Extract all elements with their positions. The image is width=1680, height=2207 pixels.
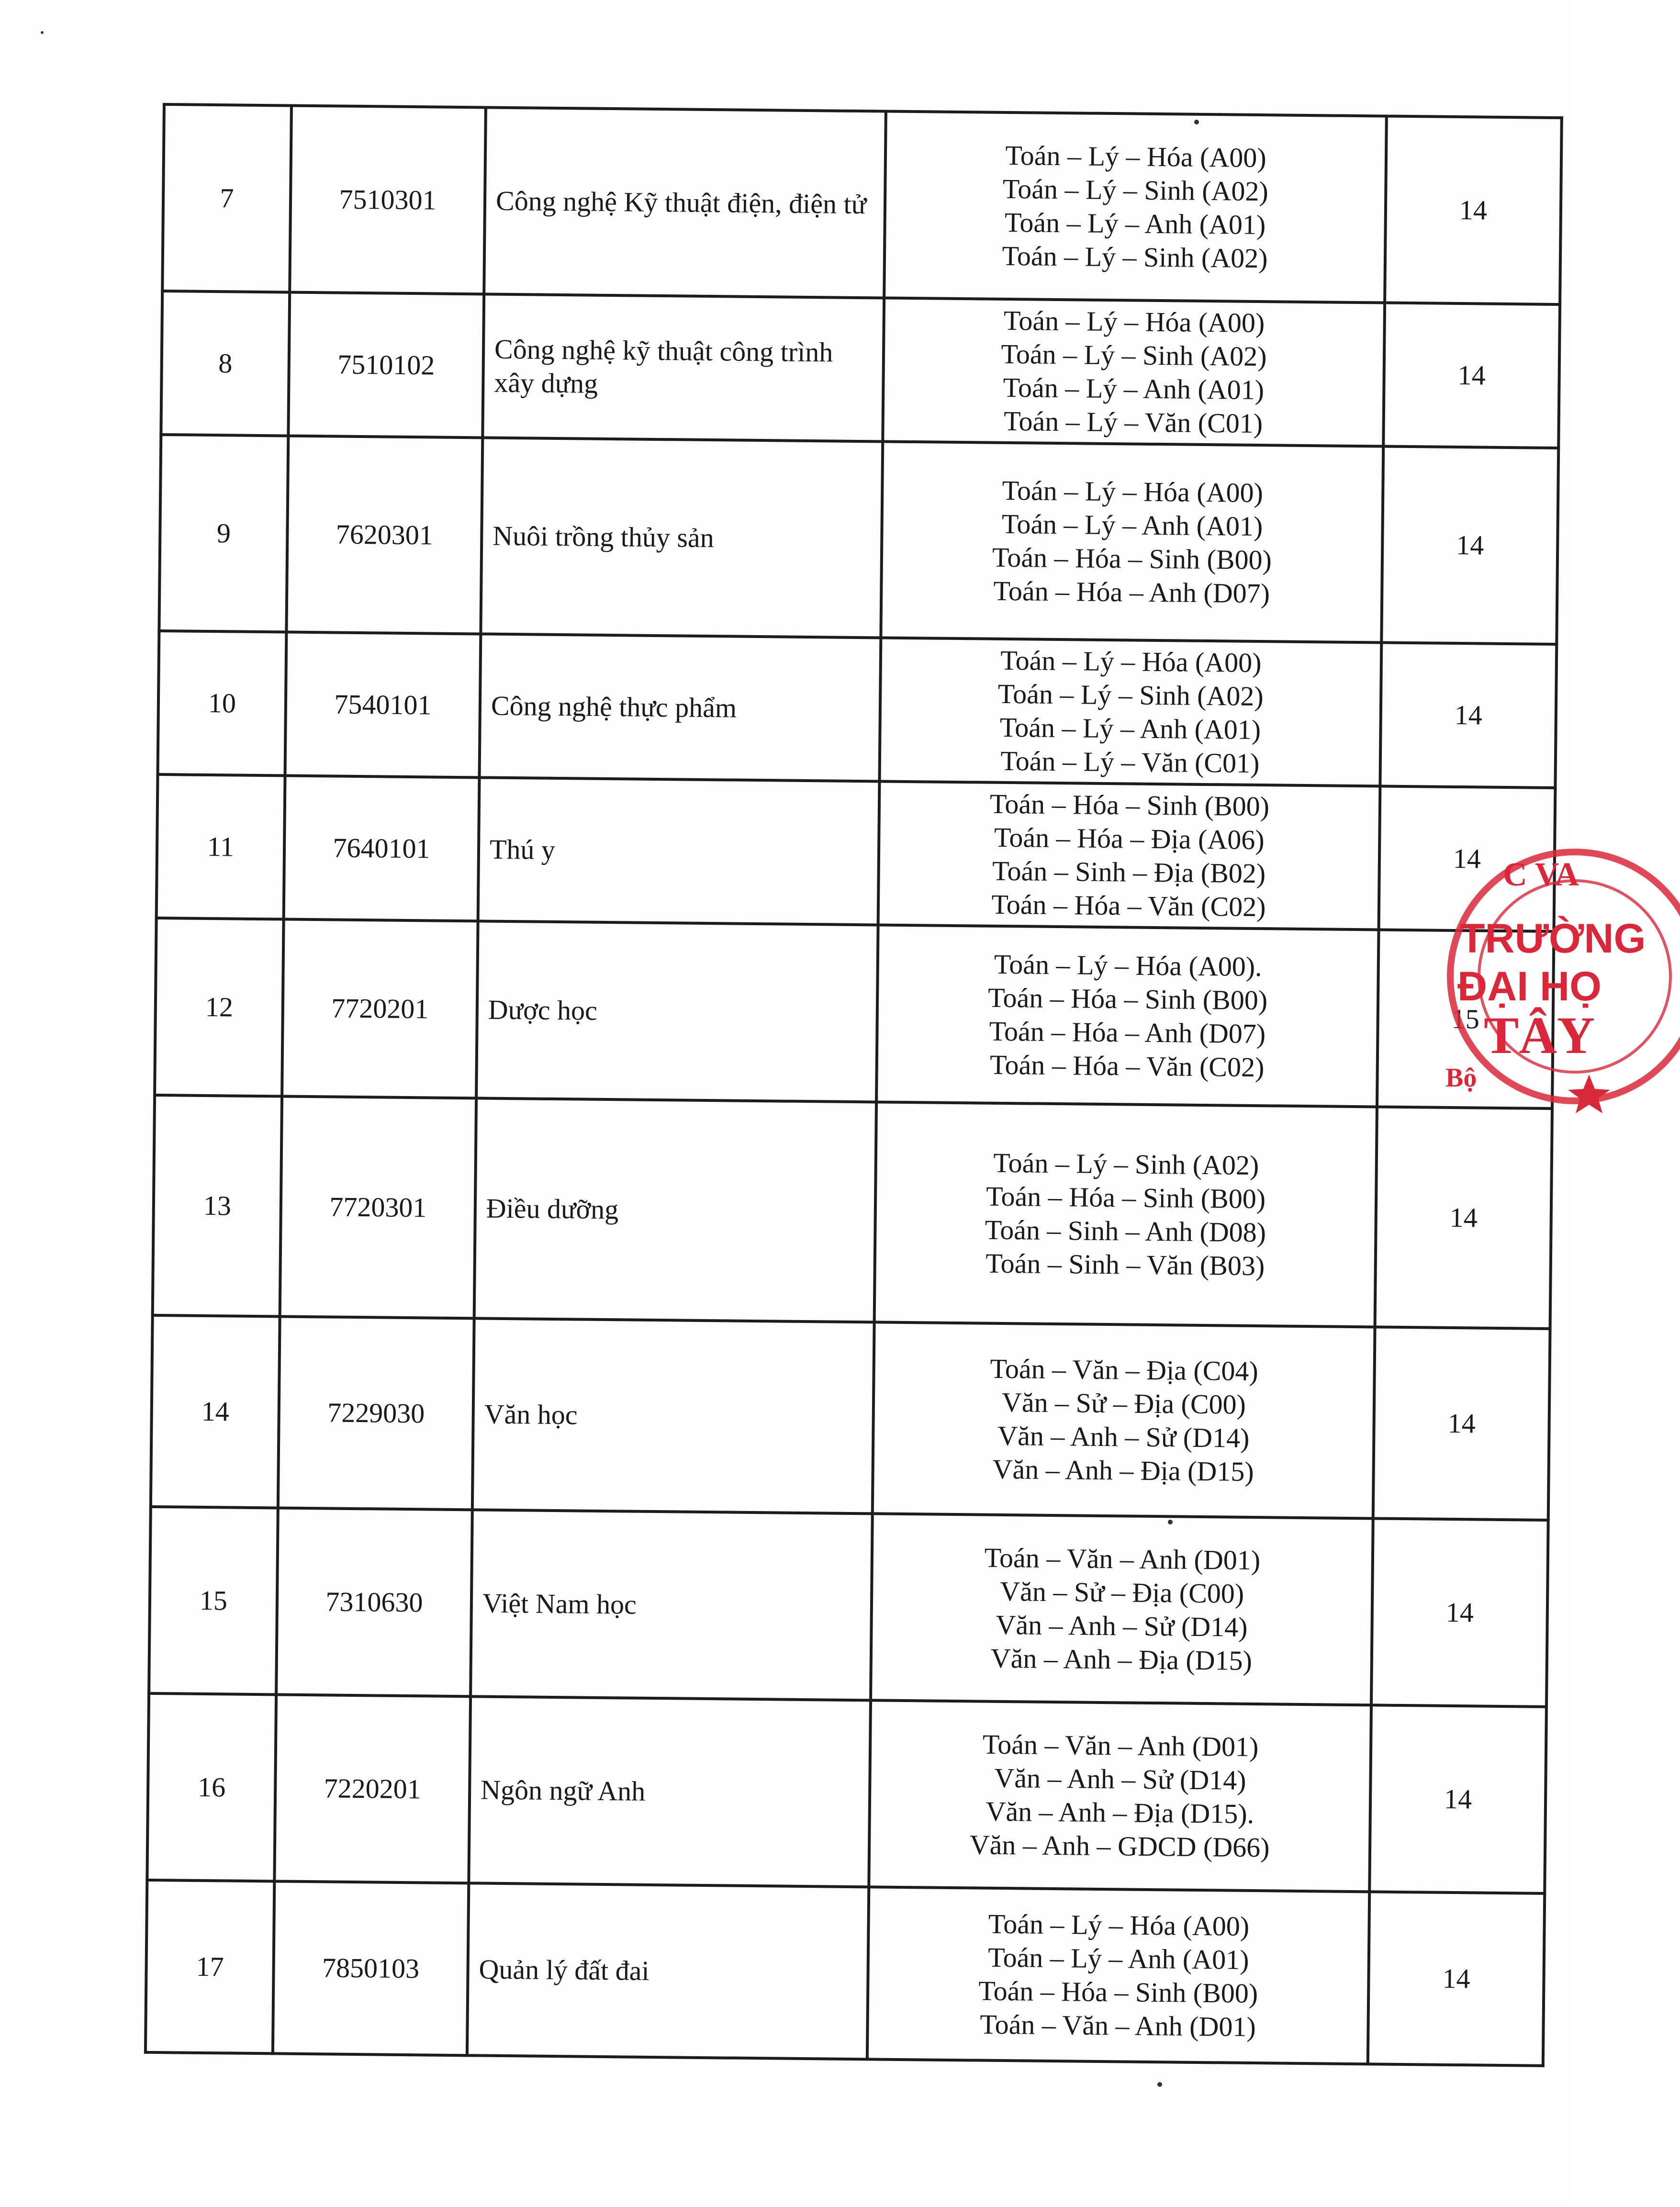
- scan-speck: [1168, 1520, 1173, 1524]
- row-number: 10: [158, 631, 287, 776]
- subject-combinations: [876, 925, 1379, 1107]
- seal-text-line-1: TRƯỜNG: [1460, 916, 1646, 962]
- program-code: 7640101: [284, 776, 480, 921]
- subject-combinations: [883, 298, 1385, 446]
- table-row: [146, 1880, 1545, 2066]
- program-code: 7310630: [276, 1508, 472, 1696]
- subject-combination: Văn – Sử – Địa (C00): [999, 1575, 1244, 1609]
- subject-combination: Toán – Lý – Sinh (A02): [1002, 240, 1268, 274]
- row-number: 12: [155, 918, 284, 1097]
- subject-combination: Toán – Hóa – Anh (D07): [993, 575, 1270, 609]
- subject-combination: Toán – Lý – Văn (C01): [1000, 745, 1260, 779]
- program-name: Công nghệ Kỹ thuật điện, điện tử: [484, 107, 886, 298]
- seal-star-icon: [1568, 1075, 1610, 1113]
- program-code: 7510102: [288, 292, 484, 438]
- row-number: 17: [146, 1880, 274, 2054]
- table-row: [162, 104, 1562, 304]
- program-code: 7229030: [278, 1316, 474, 1510]
- subject-combinations: [874, 1102, 1377, 1327]
- row-number: 11: [157, 774, 285, 919]
- subject-combinations: [873, 1322, 1375, 1518]
- seal-bottom-text: Bộ: [1445, 1063, 1477, 1093]
- subject-combination: Văn – Anh – Địa (D15).: [986, 1795, 1254, 1830]
- row-number: 13: [153, 1095, 282, 1317]
- subject-combination: Toán – Hóa – Sinh (B00): [989, 788, 1270, 822]
- program-code: 7850103: [273, 1881, 469, 2055]
- seal-text-line-3: TÂY: [1484, 1006, 1595, 1064]
- subject-combination: Toán – Lý – Anh (A01): [987, 1941, 1249, 1975]
- minimum-score: 14: [1369, 1705, 1546, 1893]
- program-code: 7220201: [274, 1694, 470, 1883]
- program-name: Công nghệ kỹ thuật công trình xây dựng: [482, 294, 884, 441]
- subject-combination: Toán – Lý – Anh (A01): [1004, 206, 1266, 241]
- row-number: 15: [149, 1507, 278, 1695]
- subject-combination: Văn – Sử – Địa (C00): [1001, 1386, 1246, 1420]
- subject-combination: Toán – Sinh – Văn (B03): [986, 1247, 1265, 1282]
- minimum-score: 14: [1371, 1518, 1548, 1706]
- subject-combination: Văn – Anh – Địa (D15): [990, 1642, 1253, 1676]
- minimum-score: 14: [1380, 642, 1557, 787]
- subject-combination: Văn – Anh – Sử (D14): [994, 1762, 1246, 1796]
- subject-combination: Toán – Sinh – Anh (D08): [985, 1214, 1266, 1248]
- subject-combination: Toán – Lý – Sinh (A02): [1001, 338, 1267, 372]
- subject-combination: Toán – Lý – Anh (A01): [999, 711, 1261, 746]
- subject-combinations: [871, 1513, 1373, 1705]
- minimum-score: 14: [1383, 303, 1560, 448]
- subject-combination: Toán – Sinh – Địa (B02): [992, 855, 1266, 889]
- program-code: 7510301: [290, 106, 486, 294]
- subject-combination: Toán – Lý – Anh (A01): [1001, 508, 1263, 542]
- subject-combination: Văn – Anh – GDCD (D66): [969, 1829, 1270, 1863]
- subject-combination: Toán – Hóa – Văn (C02): [989, 1049, 1265, 1083]
- program-name: Công nghệ thực phẩm: [480, 634, 881, 781]
- subject-combination: Văn – Anh – Sử (D14): [996, 1609, 1248, 1643]
- subject-combination: Toán – Lý – Hóa (A00).: [994, 948, 1262, 983]
- subject-combination: Toán – Văn – Anh (D01): [984, 1542, 1261, 1576]
- subject-combinations: [879, 638, 1381, 786]
- table-row: [161, 291, 1560, 448]
- table-row: [151, 1315, 1550, 1520]
- scan-speck: [1157, 2082, 1162, 2087]
- subject-combination: Toán – Lý – Sinh (A02): [993, 1147, 1259, 1181]
- program-name: Việt Nam học: [470, 1510, 873, 1700]
- row-number: 8: [161, 291, 290, 436]
- table-row: [155, 918, 1554, 1109]
- minimum-score: 14: [1381, 447, 1558, 644]
- subject-combination: Văn – Anh – Địa (D15): [992, 1453, 1254, 1488]
- table-row: [158, 631, 1557, 788]
- subject-combinations: [867, 1887, 1369, 2064]
- minimum-score: 14: [1385, 116, 1562, 304]
- seal-text-line-2: ĐẠI HỌ: [1457, 963, 1602, 1009]
- subject-combination: Toán – Hóa – Sinh (B00): [992, 541, 1272, 576]
- minimum-score: 14: [1373, 1327, 1550, 1520]
- table-row: [153, 1095, 1552, 1329]
- program-name: Ngôn ngữ Anh: [469, 1696, 871, 1887]
- subject-combination: Toán – Văn – Anh (D01): [982, 1728, 1259, 1763]
- table-row: [147, 1693, 1546, 1893]
- subject-combination: Toán – Lý – Hóa (A00): [1005, 139, 1266, 174]
- scan-speck: [1194, 120, 1199, 124]
- subject-combinations: [878, 781, 1380, 930]
- scan-speck: [41, 31, 44, 34]
- subject-combination: Toán – Lý – Hóa (A00): [1002, 474, 1264, 509]
- subject-combination: Toán – Hóa – Sinh (B00): [978, 1975, 1258, 2009]
- subject-combination: Văn – Anh – Sử (D14): [997, 1420, 1250, 1454]
- minimum-score: 14: [1375, 1107, 1552, 1328]
- program-name: Điều dưỡng: [474, 1098, 876, 1322]
- row-number: 14: [151, 1315, 280, 1508]
- row-number: 9: [159, 435, 288, 632]
- program-name: Quản lý đất đai: [467, 1883, 869, 2059]
- table-row: [157, 774, 1556, 931]
- subject-combination: Toán – Lý – Hóa (A00): [1000, 644, 1262, 679]
- program-code: 7540101: [285, 632, 481, 778]
- table-row: [149, 1507, 1548, 1707]
- row-number: 7: [162, 104, 291, 292]
- program-name: Văn học: [472, 1318, 874, 1513]
- subject-combination: Toán – Lý – Anh (A01): [1003, 371, 1265, 406]
- row-number: 16: [147, 1693, 276, 1882]
- subject-combination: Toán – Văn – Địa (C04): [990, 1353, 1259, 1387]
- subject-combination: Toán – Lý – Hóa (A00): [1003, 304, 1265, 339]
- program-name: Nuôi trồng thủy sản: [481, 437, 883, 638]
- subject-combination: Toán – Hóa – Anh (D07): [989, 1015, 1266, 1050]
- subject-combination: Toán – Hóa – Sinh (B00): [987, 982, 1268, 1016]
- subject-combination: Toán – Văn – Anh (D01): [980, 2008, 1256, 2043]
- program-code: 7620301: [286, 436, 482, 634]
- admissions-table: [144, 103, 1563, 2067]
- subject-combination: Toán – Hóa – Sinh (B00): [986, 1180, 1266, 1215]
- program-code: 7720301: [280, 1096, 476, 1318]
- program-name: Dược học: [476, 921, 878, 1102]
- subject-combinations: [869, 1700, 1371, 1892]
- seal-top-text: C VA: [1503, 856, 1579, 893]
- minimum-score: 14: [1379, 786, 1556, 931]
- subject-combinations: [884, 112, 1387, 303]
- subject-combinations: [881, 441, 1383, 642]
- table-row: [159, 435, 1558, 644]
- admissions-table-body: [146, 104, 1562, 2066]
- subject-combination: Toán – Lý – Sinh (A02): [1002, 173, 1269, 207]
- subject-combination: Toán – Lý – Hóa (A00): [988, 1908, 1250, 1942]
- minimum-score: 15: [1377, 930, 1554, 1108]
- subject-combination: Toán – Hóa – Văn (C02): [991, 888, 1266, 923]
- minimum-score: 14: [1368, 1892, 1545, 2065]
- subject-combination: Toán – Lý – Văn (C01): [1003, 405, 1263, 439]
- subject-combination: Toán – Hóa – Địa (A06): [994, 821, 1265, 856]
- subject-combination: Toán – Lý – Sinh (A02): [997, 678, 1264, 712]
- program-name: Thú y: [478, 777, 880, 925]
- program-code: 7720201: [282, 919, 478, 1098]
